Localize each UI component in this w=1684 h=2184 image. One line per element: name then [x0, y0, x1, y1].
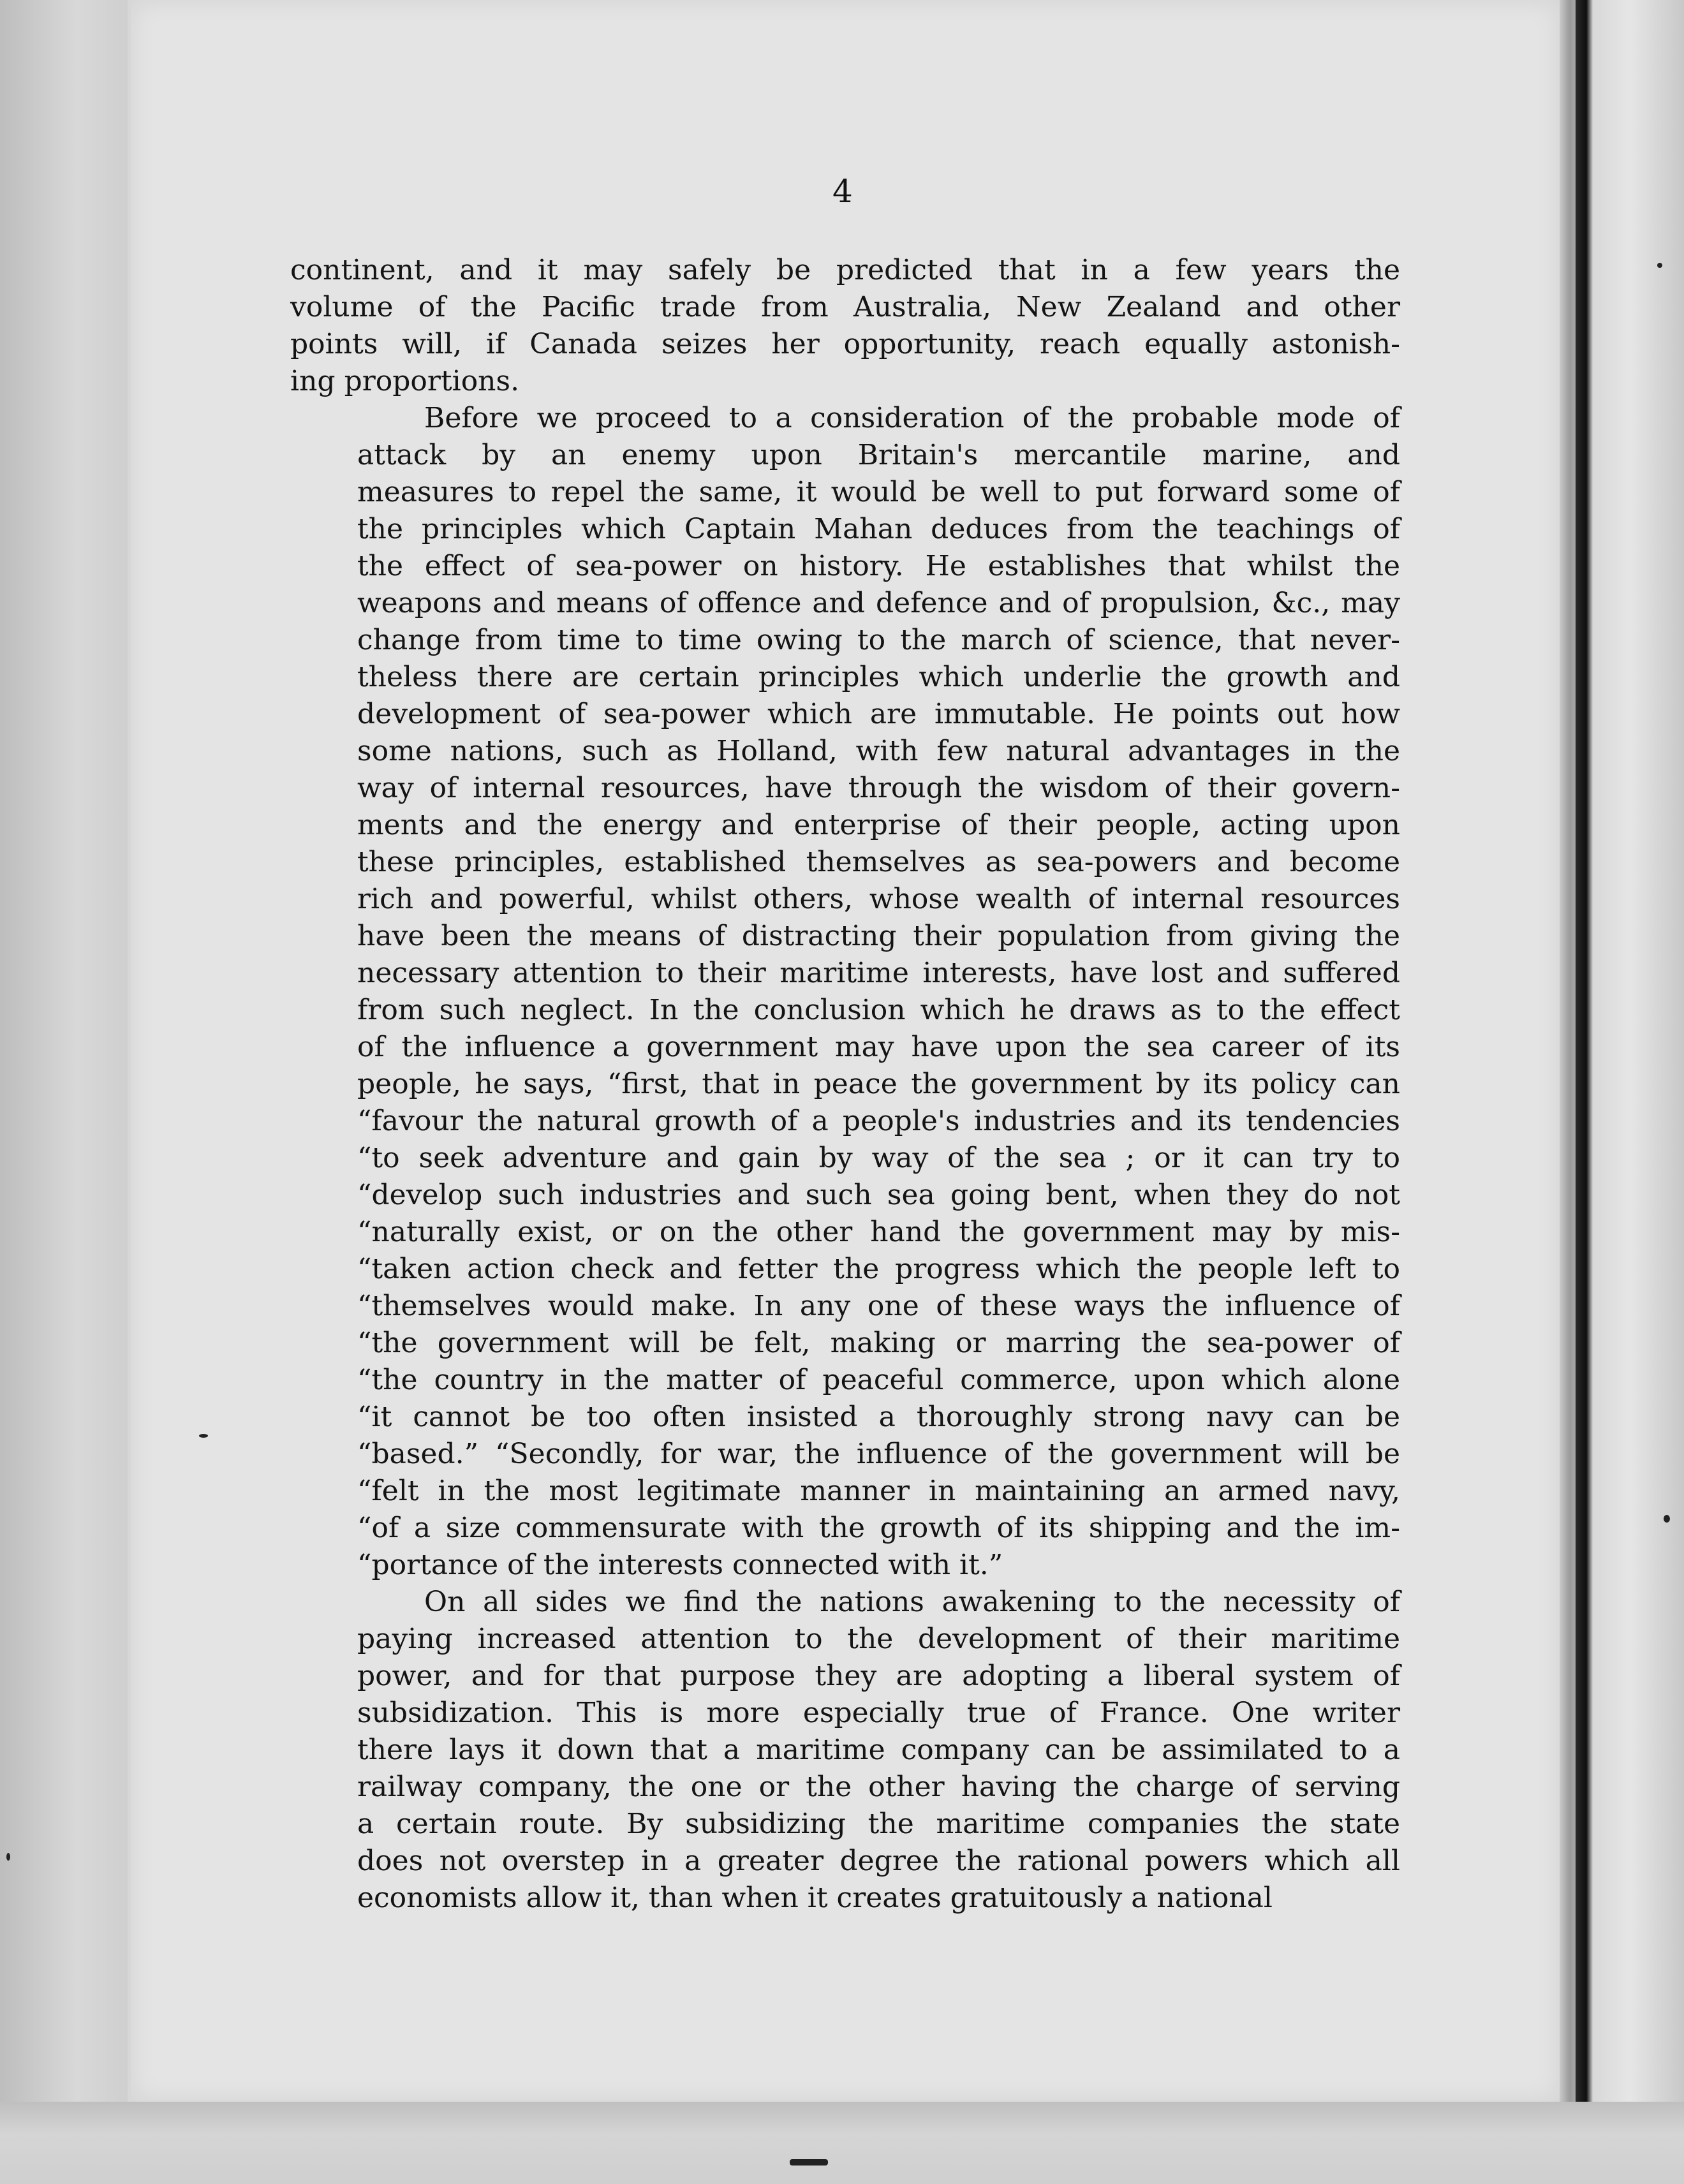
- text-line: paying increased attention to the development of their maritime: [357, 1623, 1400, 1655]
- paragraph: [290, 1584, 1400, 1917]
- scan-bottom-edge: [0, 2102, 1684, 2184]
- text-line: volume of the Pacific trade from Australia, New Zealand and other: [290, 291, 1400, 323]
- text-line: On all sides we find the nations awakening to the necessity of: [424, 1586, 1400, 1618]
- text-line: “develop such industries and such sea going bent, when they do not: [357, 1179, 1400, 1211]
- text-line: points will, if Canada seizes her opportunity, reach equally astonish-: [290, 328, 1400, 360]
- text-line: “favour the natural growth of a people's industries and its tendencies: [357, 1105, 1400, 1137]
- text-line: “of a size commensurate with the growth of its shipping and the im-: [357, 1512, 1400, 1544]
- scan-speck: [1664, 1515, 1670, 1523]
- text-line: there lays it down that a maritime company can be assimilated to a: [357, 1734, 1400, 1766]
- text-line: way of internal resources, have through the wisdom of their govern-: [357, 772, 1400, 804]
- text-line: “taken action check and fetter the progress which the people left to: [357, 1253, 1400, 1285]
- text-line: railway company, the one or the other having the charge of serving: [357, 1771, 1400, 1803]
- text-line: “themselves would make. In any one of these ways the influence of: [357, 1290, 1400, 1322]
- text-line: theless there are certain principles which underlie the growth and: [357, 661, 1400, 693]
- text-line: does not overstep in a greater degree the rational powers which all: [357, 1845, 1400, 1877]
- text-line: necessary attention to their maritime interests, have lost and suffered: [357, 957, 1400, 989]
- text-line: attack by an enemy upon Britain's mercantile marine, and: [357, 439, 1400, 471]
- page-number: 4: [832, 173, 853, 210]
- text-line: measures to repel the same, it would be well to put forward some of: [357, 476, 1400, 508]
- text-line: development of sea-power which are immutable. He points out how: [357, 698, 1400, 730]
- text-line: “portance of the interests connected with it.”: [357, 1549, 1003, 1581]
- text-line: “to seek adventure and gain by way of the sea ; or it can try to: [357, 1142, 1400, 1174]
- scan-speck: [199, 1434, 208, 1438]
- text-line: “it cannot be too often insisted a thoroughly strong navy can be: [357, 1401, 1400, 1433]
- text-line: subsidization. This is more especially true of France. One writer: [357, 1697, 1400, 1729]
- text-line: some nations, such as Holland, with few natural advantages in the: [357, 735, 1400, 767]
- paragraph: [290, 400, 1400, 1584]
- text-line: have been the means of distracting their population from giving the: [357, 920, 1400, 952]
- scan-speck: [790, 2159, 828, 2166]
- text-line: continent, and it may safely be predicted that in a few years the: [290, 254, 1400, 286]
- adjacent-page-edge: [1576, 0, 1684, 2184]
- text-line: economists allow it, than when it creates gratuitously a national: [357, 1882, 1273, 1914]
- text-line: the effect of sea-power on history. He establishes that whilst the: [357, 550, 1400, 582]
- text-line: a certain route. By subsidizing the maritime companies the state: [357, 1808, 1400, 1840]
- text-line: rich and powerful, whilst others, whose wealth of internal resources: [357, 883, 1400, 915]
- paragraph: [290, 252, 1400, 400]
- text-line: power, and for that purpose they are adopting a liberal system of: [357, 1660, 1400, 1692]
- text-line: ments and the energy and enterprise of their people, acting upon: [357, 809, 1400, 841]
- text-line: change from time to time owing to the march of science, that never-: [357, 624, 1400, 656]
- text-line: “based.” “Secondly, for war, the influence of the government will be: [357, 1438, 1400, 1470]
- text-line: of the influence a government may have upon the sea career of its: [357, 1031, 1400, 1063]
- text-line: weapons and means of offence and defence and of propulsion, &c., may: [357, 587, 1400, 619]
- text-line: people, he says, “first, that in peace the government by its policy can: [357, 1068, 1400, 1100]
- text-line: the principles which Captain Mahan deduces from the teachings of: [357, 513, 1400, 545]
- left-margin-edge: [0, 0, 128, 2184]
- text-line: “the country in the matter of peaceful commerce, upon which alone: [357, 1364, 1400, 1396]
- text-line: Before we proceed to a consideration of the probable mode of: [424, 402, 1400, 434]
- text-line: “naturally exist, or on the other hand the government may by mis-: [357, 1216, 1400, 1248]
- text-line: these principles, established themselves as sea-powers and become: [357, 846, 1400, 878]
- scan-speck: [6, 1853, 10, 1861]
- text-line: “felt in the most legitimate manner in maintaining an armed navy,: [357, 1475, 1400, 1507]
- body-text: [290, 252, 1400, 1917]
- text-line: “the government will be felt, making or marring the sea-power of: [357, 1327, 1400, 1359]
- scan-speck: [1657, 263, 1662, 268]
- text-line: from such neglect. In the conclusion which he draws as to the effect: [357, 994, 1400, 1026]
- text-line: ing proportions.: [290, 365, 520, 397]
